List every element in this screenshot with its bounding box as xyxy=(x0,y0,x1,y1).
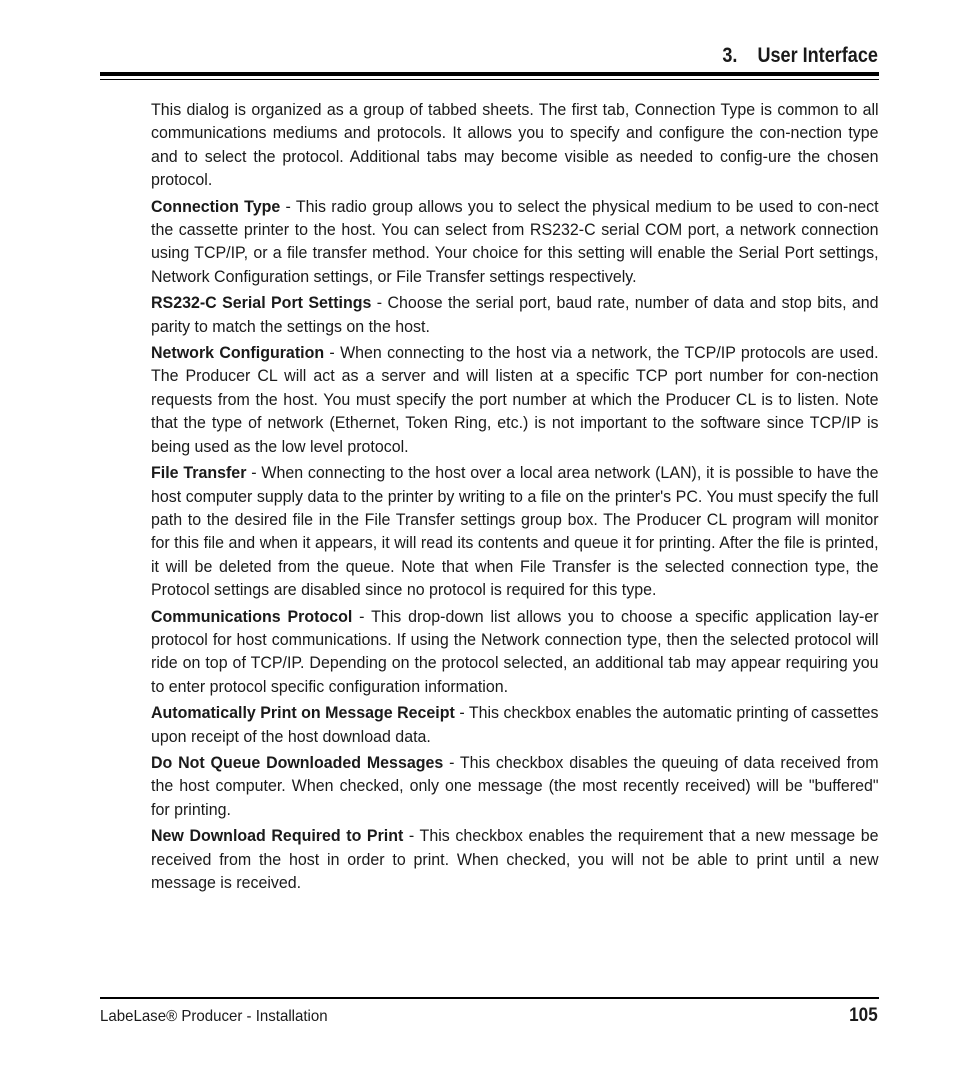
paragraph-text: - When connecting to the host over a local area network (LAN), it is possible to have the host computer supply data to the printer by writing to a file on the printer's PC. You must specify the full path to the desired file in the File Transfer settings group box. The Producer CL program will monitor for this file and when it appears, it will read its contents and queue it for printing. After the file is printed, it will be deleted from the queue. Note that when File Transfer is the selected connection type, the Protocol settings are disabled since no protocol is required for this type. xyxy=(151,463,879,600)
section-title: 3. User Interface xyxy=(722,44,878,67)
paragraph-text: - This checkbox enables the requirement that a new message be received from the host in order to print. When checked, you will not be able to print until a new message is received. xyxy=(151,826,879,892)
header-rule-thin xyxy=(100,79,879,80)
footer-product-name: LabeLase® Producer - Installation xyxy=(100,1008,328,1025)
paragraph-connection-type xyxy=(151,195,879,289)
term-label: Connection Type xyxy=(151,196,281,216)
paragraph-text: - This checkbox disables the queuing of data received from the host computer. When checked, only one message (the most recently received) will be "buffered" for printing. xyxy=(151,752,879,819)
paragraph-serial-port xyxy=(151,291,879,338)
paragraph-auto-print xyxy=(151,701,879,748)
header-rule-thick xyxy=(100,72,879,76)
footer-rule xyxy=(100,997,879,999)
page-number: 105 xyxy=(849,1005,878,1026)
term-label: File Transfer xyxy=(151,463,247,483)
term-label: Network Configuration xyxy=(151,343,325,363)
term-label: New Download Required to Print xyxy=(151,826,404,846)
paragraph-text: - This drop-down list allows you to choose a specific application lay-er protocol for host communications. If using the Network connection type, then the selected protocol will ride on top of TCP/IP. Depending on the protocol selected, an additional tab may appear requiring you to enter protocol specific configuration information. xyxy=(151,606,879,696)
paragraph-text: - When connecting to the host via a network, the TCP/IP protocols are used. The Producer CL will act as a server and will listen at a specific TCP port number for con-nection requests from the host. You must specify the port number at which the Producer CL is to listen. Note that the type of network (Ethernet, Token Ring, etc.) is not important to the software since TCP/IP is being used as the low level protocol. xyxy=(151,343,879,456)
paragraph-file-transfer xyxy=(151,461,879,601)
term-label: RS232-C Serial Port Settings xyxy=(151,293,372,313)
paragraph-new-download xyxy=(151,824,879,894)
term-label: Communications Protocol xyxy=(151,606,353,626)
paragraph-network-config xyxy=(151,341,879,458)
paragraph-text: - Choose the serial port, baud rate, number of data and stop bits, and parity to match the settings on the host. xyxy=(151,293,879,336)
paragraph-text: - This checkbox enables the automatic printing of cassettes upon receipt of the host download data. xyxy=(151,703,879,746)
term-label: Automatically Print on Message Receipt xyxy=(151,703,455,723)
body-text xyxy=(151,98,879,897)
term-label: Do Not Queue Downloaded Messages xyxy=(151,752,444,772)
paragraph-text: This dialog is organized as a group of tabbed sheets. The first tab, Connection Type is common to all communications mediums and protocols. It allows you to specify and configure the con-nection type and to select the protocol. Additional tabs may become visible as needed to config-ure the chosen protocol. xyxy=(151,100,879,190)
paragraph-intro xyxy=(151,98,879,192)
paragraph-text: - This radio group allows you to select the physical medium to be used to con-nect the cassette printer to the host. You can select from RS232-C serial COM port, a network connection using TCP/IP, or a file transfer method. Your choice for this setting will enable the Serial Port settings, Network Configuration settings, or File Transfer settings respectively. xyxy=(151,196,879,286)
paragraph-no-queue xyxy=(151,751,879,821)
paragraph-comm-protocol xyxy=(151,605,879,699)
